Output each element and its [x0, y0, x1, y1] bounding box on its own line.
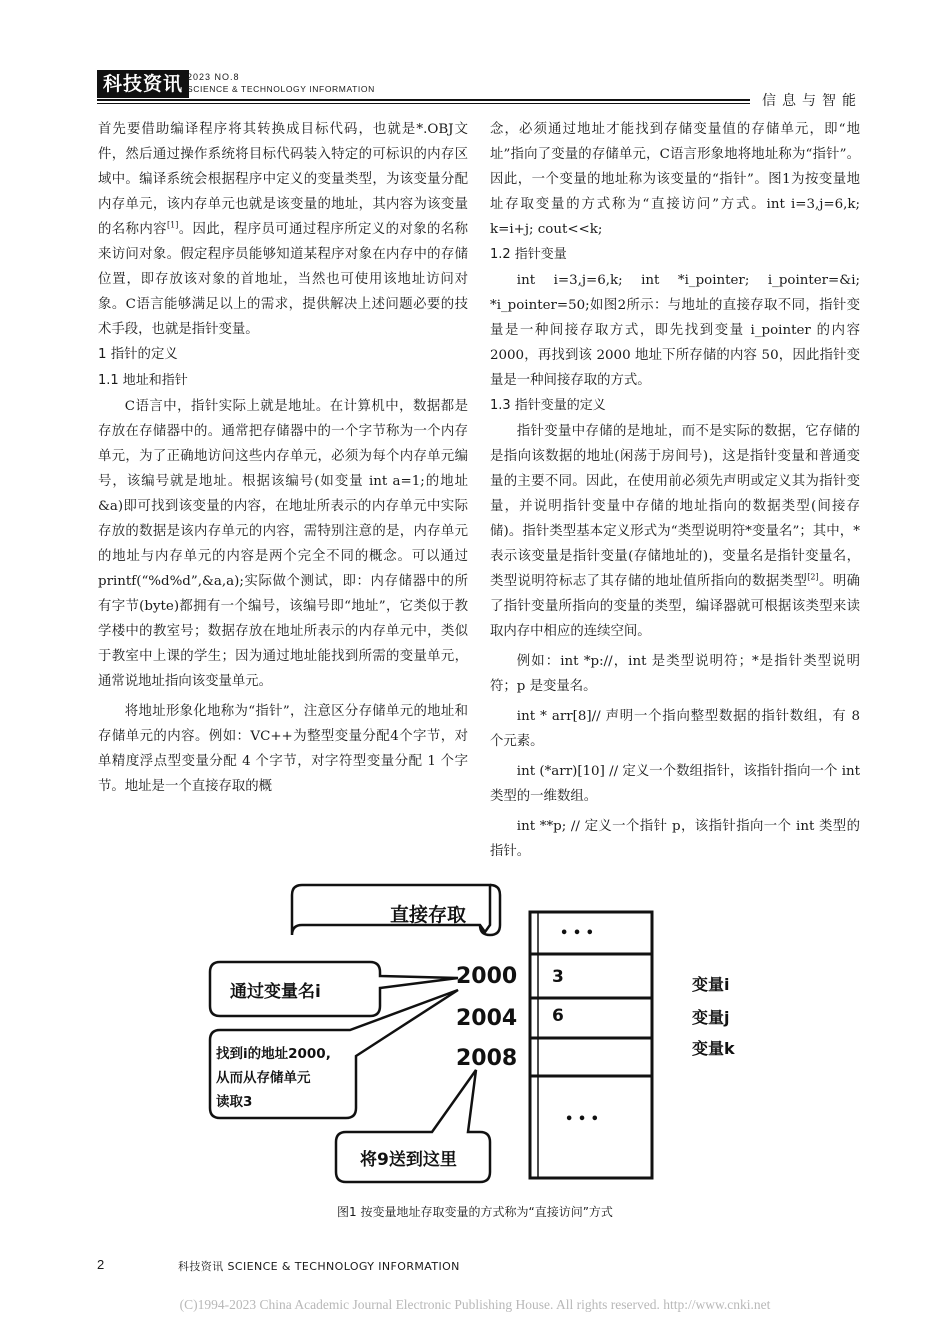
section-heading-1: 1 指针的定义: [98, 347, 178, 362]
memory-dots-bottom: • • •: [565, 1112, 599, 1127]
callout-name-label: 通过变量名i: [230, 982, 321, 1002]
example-paragraph-2: int * arr[8]// 声明一个指向整型数据的指针数组，有 8 个元素。: [490, 709, 860, 749]
paragraph-continued: 念，必须通过地址才能找到存储变量值的存储单元，即“地址”指向了变量的存储单元，C语言形象地将地址称为“指针”。因此，一个变量的地址称为该变量的“指针”。图1为按变量地址存取变量的方式称为“直接访问”方式。int i=3,j=6,k; k=i+j; cout<<k;: [490, 122, 860, 237]
example-paragraph-1: 例如：int *p://，int 是类型说明符；*是指针类型说明符；p 是变量名。: [490, 654, 860, 694]
callout-find-label: 找到i的地址2000, 从而从存储单元 读取3: [216, 1046, 331, 1110]
citation-2: [2]: [807, 572, 819, 582]
figure-1: [200, 880, 770, 1190]
copyright-notice: (C)1994-2023 China Academic Journal Electronic Publishing House. All rights reserved. http://www.cnki.net: [179, 1297, 771, 1312]
paragraph-1-2: int i=3,j=6,k; int *i_pointer; i_pointer=&i; *i_pointer=50;如图2所示：与地址的直接存取不同，指针变量是一种间接存取方式，即先找到变量 i_pointer 的内容2000，再找到该 2000 地址下所存储的内容 50，因此指针变量是一种间接存取的方式。: [490, 273, 860, 388]
page-number: 2: [97, 1257, 105, 1272]
example-paragraph-4: int **p; // 定义一个指针 p，该指针指向一个 int 类型的指针。: [490, 819, 860, 859]
memory-block: [530, 912, 652, 1178]
subsection-heading-1-3: 1.3 指针变量的定义: [490, 398, 606, 413]
address-2008: 2008: [456, 1046, 518, 1071]
example-paragraph-3: int (*arr)[10] // 定义一个数组指针，该指针指向一个 int 类型的一维数组。: [490, 764, 860, 804]
intro-paragraph: 首先要借助编译程序将其转换成目标代码，也就是*.OBJ文件，然后通过操作系统将目标代码装入特定的可标识的内存区域中。编译系统会根据程序中定义的变量类型，为该变量分配内存单元，该内存单元也就是该变量的地址，其内容为该变量的名称内容[1]。因此，程序员可通过程序所定义的对象的名称来访问对象。假定程序员能够知道某程序对象在内存中的存储位置，即存放该对象的首地址，当然也可使用该地址访问对象。C语言能够满足以上的需求，提供解决上述问题必要的技术手段，也就是指针变量。: [98, 122, 469, 337]
header-rule: [97, 99, 750, 101]
page-header: [97, 70, 862, 110]
left-column: [98, 117, 468, 799]
memory-dots-top: • • •: [560, 926, 594, 941]
memory-value-j: 6: [552, 1006, 564, 1026]
header-rule-thin: [97, 103, 750, 104]
address-2000: 2000: [456, 964, 518, 989]
journal-english-name: SCIENCE & TECHNOLOGY INFORMATION: [187, 84, 375, 94]
paragraph-1-1b: 将地址形象化地称为“指针”，注意区分存储单元的地址和存储单元的内容。例如：VC++为整型变量分配4个字节，对单精度浮点型变量分配 4 个字节，对字符型变量分配 1 个字节。地址是一个直接存取的概: [98, 704, 468, 794]
address-2004: 2004: [456, 1006, 518, 1031]
banner-label: 直接存取: [390, 904, 467, 926]
journal-logo: 科技资讯: [97, 70, 189, 98]
memory-value-i: 3: [552, 967, 564, 987]
issue-number: 2023 NO.8: [187, 72, 240, 82]
subsection-heading-1-2: 1.2 指针变量: [490, 247, 567, 262]
variable-label-j: 变量j: [692, 1008, 730, 1027]
figure-1-caption: 图1 按变量地址存取变量的方式称为“直接访问”方式: [337, 1205, 613, 1219]
paragraph-1-1a: C语言中，指针实际上就是地址。在计算机中，数据都是存放在存储器中的。通常把存储器中的一个字节称为一个内存单元，为了正确地访问这些内存单元，必须为每个内存单元编号，该编号就是地址。根据该编号(如变量 int a=1;的地址&a)即可找到该变量的内容，在地址所表示的内存单元中实际存放的数据是该内存单元的内容，需特别注意的是，内存单元的地址与内存单元的内容是两个完全不同的概念。可以通过printf(“%d%d”,&a,a);实际做个测试，即：内存储器中的所有字节(byte)都拥有一个编号，该编号即“地址”，它类似于教学楼中的教室号；数据存放在地址所表示的内存单元中，类似于教室中上课的学生；因为通过地址能找到所需的变量单元，通常说地址指向该变量单元。: [98, 399, 468, 689]
footer-journal-name: 科技资讯 SCIENCE & TECHNOLOGY INFORMATION: [178, 1260, 460, 1273]
variable-label-i: 变量i: [692, 975, 730, 994]
callout-send-label: 将9送到这里: [360, 1150, 457, 1170]
right-column: [490, 117, 860, 864]
section-tag: 信息与智能: [762, 93, 862, 109]
variable-label-k: 变量k: [692, 1039, 735, 1058]
subsection-heading-1-1: 1.1 地址和指针: [98, 373, 188, 388]
citation-1: [1]: [166, 220, 179, 230]
figure-1-drawing: [200, 880, 770, 1190]
paragraph-1-3: 指针变量中存储的是地址，而不是实际的数据，它存储的是指向该数据的地址(闲荡于房间号)，这是指针变量和普通变量的主要不同。因此，在使用前必须先声明或定义其为指针变量，并说明指针变量中存储的地址指向的数据类型(间接存储)。指针类型基本定义形式为“类型说明符*变量名”；其中，*表示该变量是指针变量(存储地址的)，变量名是指针变量名，类型说明符标志了其存储的地址值所指向的数据类型[2]。明确了指针变量所指向的变量的类型，编译器就可根据该类型来读取内存中相应的连续空间。: [490, 424, 861, 639]
